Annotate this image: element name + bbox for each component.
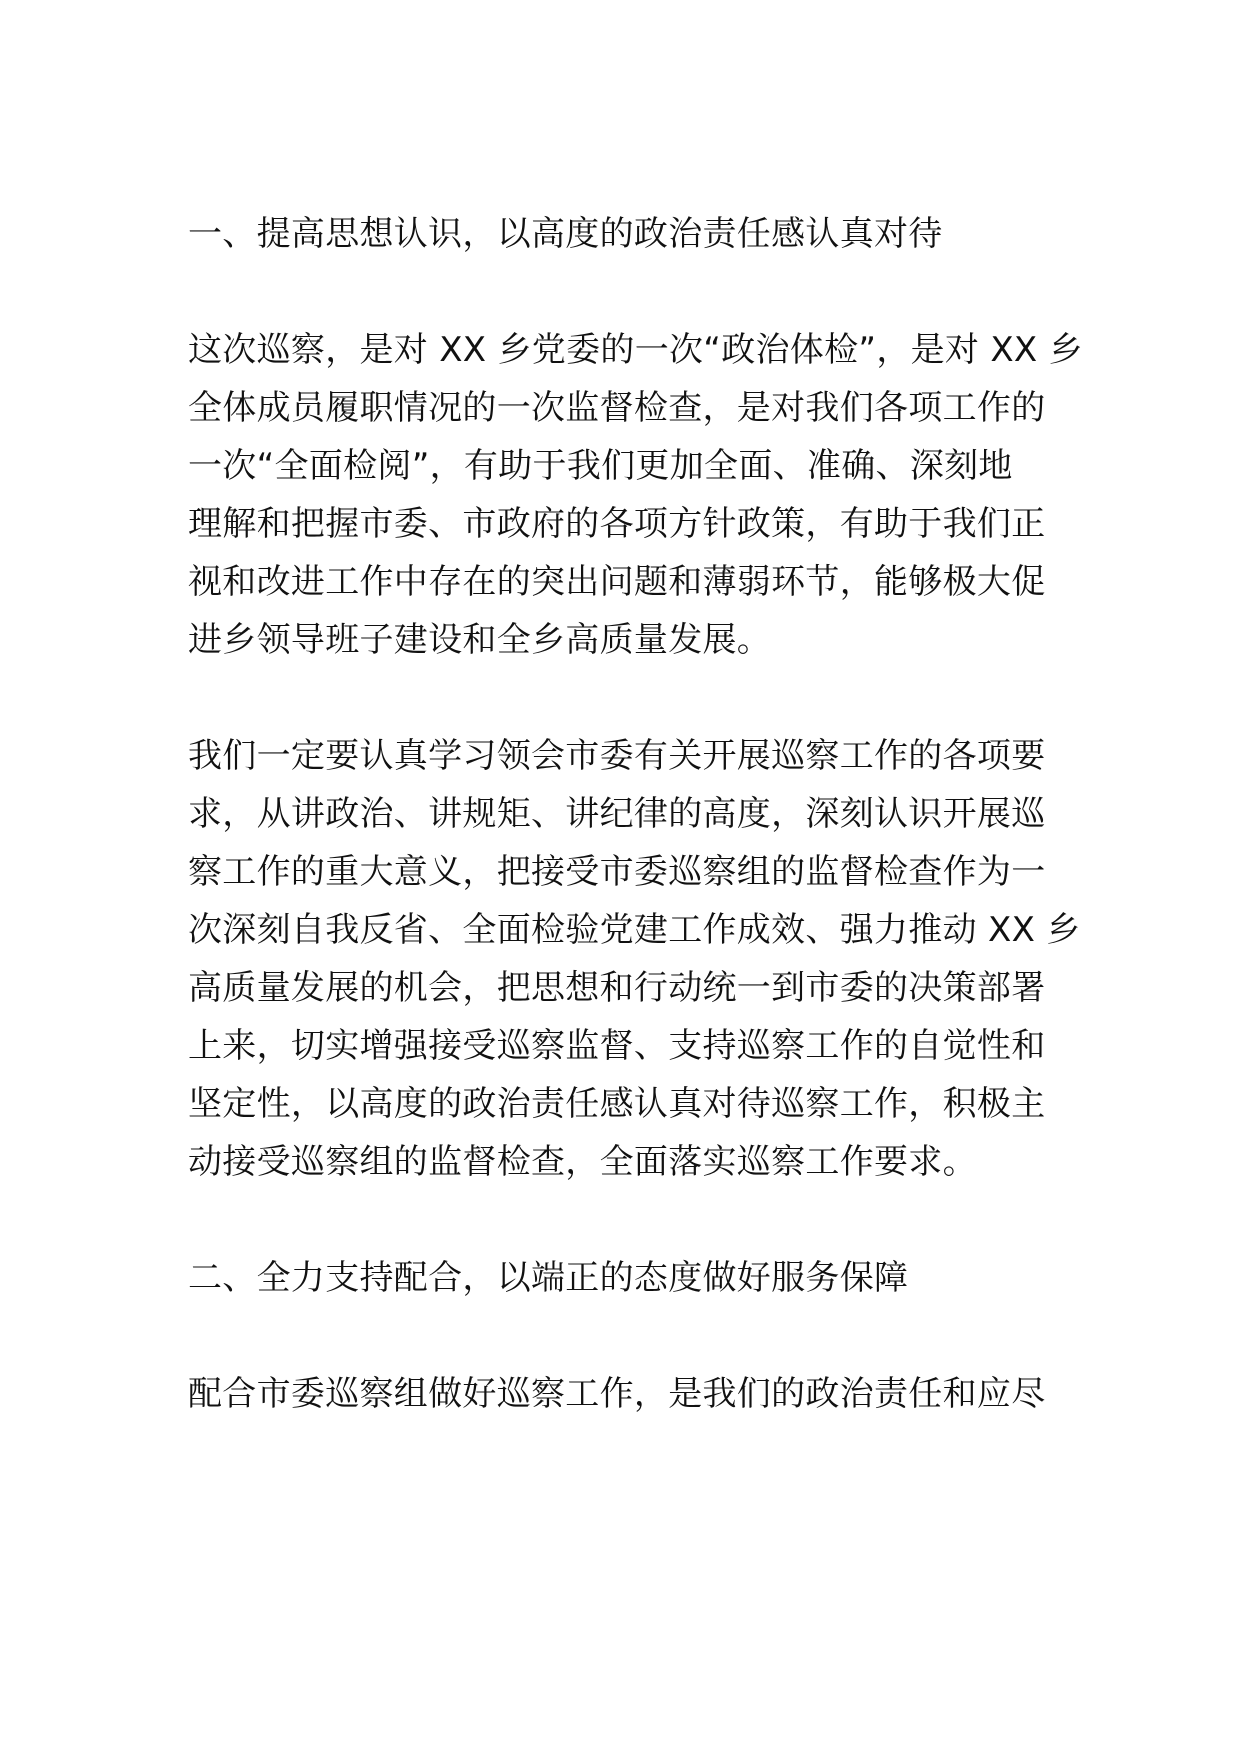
paragraph-line: 全体成员履职情况的一次监督检查，是对我们各项工作的: [188, 388, 1046, 428]
paragraph-line: 这次巡察，是对 XX 乡党委的一次“政治体检”，是对 XX 乡: [188, 330, 1083, 370]
section-heading-1: 一、提高思想认识，以高度的政治责任感认真对待: [188, 214, 943, 254]
paragraph-line: 进乡领导班子建设和全乡高质量发展。: [188, 620, 772, 660]
paragraph-line: 理解和把握市委、市政府的各项方针政策，有助于我们正: [188, 504, 1046, 544]
paragraph-line: 求，从讲政治、讲规矩、讲纪律的高度，深刻认识开展巡: [188, 794, 1046, 834]
paragraph-line: 一次“全面检阅”，有助于我们更加全面、准确、深刻地: [188, 446, 1013, 486]
paragraph-line: 上来，切实增强接受巡察监督、支持巡察工作的自觉性和: [188, 1026, 1046, 1066]
paragraph-line: 次深刻自我反省、全面检验党建工作成效、强力推动 XX 乡: [188, 910, 1081, 950]
paragraph-line: 动接受巡察组的监督检查，全面落实巡察工作要求。: [188, 1142, 977, 1182]
paragraph-line: 坚定性，以高度的政治责任感认真对待巡察工作，积极主: [188, 1084, 1046, 1124]
paragraph-line: 高质量发展的机会，把思想和行动统一到市委的决策部署: [188, 968, 1046, 1008]
paragraph-line: 我们一定要认真学习领会市委有关开展巡察工作的各项要: [188, 736, 1046, 776]
paragraph-line: 配合市委巡察组做好巡察工作，是我们的政治责任和应尽: [188, 1374, 1046, 1414]
paragraph-line: 察工作的重大意义，把接受市委巡察组的监督检查作为一: [188, 852, 1046, 892]
section-heading-2: 二、全力支持配合，以端正的态度做好服务保障: [188, 1258, 909, 1298]
paragraph-line: 视和改进工作中存在的突出问题和薄弱环节，能够极大促: [188, 562, 1046, 602]
